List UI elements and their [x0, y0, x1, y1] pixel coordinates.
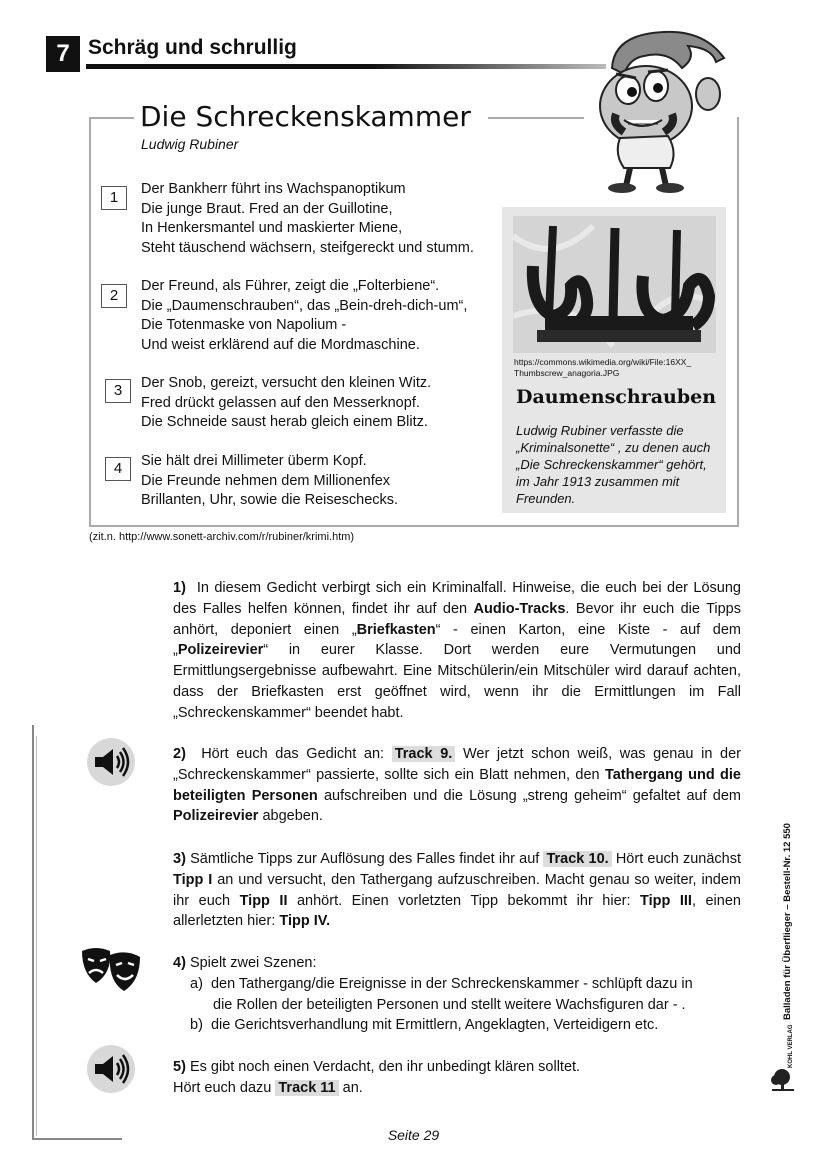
list-item: den Tathergang/die Ereignisse in der Schreckenskammer - schlüpft dazu in [210, 975, 693, 992]
task-number: 1) [173, 580, 186, 596]
stanza-number: 3 [105, 379, 131, 403]
track-highlight: Track 9. [392, 746, 456, 762]
margin-line [32, 725, 34, 1140]
stanza-text: Der Snob, gereizt, versucht den kleinen Witz. Fred drückt gelassen auf den Messerknopf. Die Schneide saust herab gleich einem Blitz. [141, 375, 432, 430]
list-item: die Rollen der beteiligten Personen und stellt weitere Wachsfiguren dar - . [213, 996, 686, 1013]
publication-text: Balladen für Überflieger – Bestell-Nr. 12 550 [782, 823, 793, 1020]
task-text: In diesem Gedicht verbirgt sich ein Kriminalfall. Hinweise, die euch bei der Lösung des Falles helfen können, findet ihr auf den [173, 580, 741, 617]
margin-line [36, 736, 37, 1136]
credit-line: https://commons.wikimedia.org/wiki/File:16XX_ [514, 357, 692, 367]
stanza-number: 2 [101, 284, 127, 308]
list-item: die Gerichtsverhandlung mit Ermittlern, Angeklagten, Verteidigern etc. [210, 1017, 659, 1034]
credit-line: Thumbscrew_anagoria.JPG [514, 368, 620, 378]
frame-line [89, 525, 739, 527]
stanza-number: 4 [105, 457, 131, 481]
task-3 [173, 849, 741, 932]
worried-boy-illustration [584, 28, 734, 194]
task-bold: Tipp IV. [279, 913, 331, 930]
tree-logo-icon [770, 1068, 796, 1092]
task-text: . Bevor ihr euch die Tipps anhört, deponiert einen „ [173, 600, 741, 638]
theatre-masks-icon [80, 945, 142, 993]
task-text: “ in eurer Klasse. Dort werden eure Vermutungen und Ermittlungsergebnisse aufbewahrt. Eine Mitschülerin/ein Mitschüler wird darauf achten, dass der Briefkasten erst geöffnet wird, wenn ihr die Ermittlungen im Fall „Schreckenskammer“ beendet habt. [173, 642, 741, 721]
speaker-icon [87, 738, 135, 786]
task-number: 3) [173, 851, 186, 867]
frame-line [488, 117, 584, 119]
task-bold: Tipp III [640, 892, 692, 909]
task-text: aufschreiben und die Lösung „streng geheim“ gefaltet auf dem [317, 787, 741, 804]
task-text: Hört euch zunächst [611, 851, 742, 867]
task-number: 4) [173, 955, 186, 971]
frame-line [737, 117, 739, 527]
task-2 [173, 744, 741, 827]
task-text: Wer jetzt schon weiß, was genau in der „Schreckenskammer“ passierte, sollte sich ein Blatt nehmen, den [173, 746, 741, 783]
thumbscrew-photo [513, 216, 716, 353]
task-text: an und versucht, den Tathergang aufzuschreiben. Macht genau so weiter, indem ihr euch [173, 871, 741, 909]
task-bold: Tathergang und die beteiligten Personen [173, 766, 741, 804]
poem-author: Ludwig Rubiner [141, 136, 239, 152]
task-bold: Audio-Tracks [473, 600, 566, 617]
chapter-underline [86, 64, 606, 69]
poem-title: Die Schreckenskammer [140, 100, 471, 133]
image-credit [514, 357, 724, 379]
task-text: , einen allerletzten hier: [173, 892, 741, 930]
track-highlight: Track 11 [275, 1080, 338, 1096]
list-marker: a) [190, 975, 203, 992]
speaker-icon [87, 1045, 135, 1093]
list-marker: b) [190, 1017, 203, 1034]
chapter-number: 7 [46, 36, 80, 72]
task-bold: Polizeirevier [173, 808, 259, 825]
task-bold: Tipp II [239, 892, 288, 909]
chapter-title: Schräg und schrullig [88, 36, 297, 59]
publisher-logo [788, 1024, 798, 1069]
page-number: Seite 29 [387, 1127, 440, 1143]
stanza-text: Der Bankherr führt ins Wachspanoptikum Die junge Braut. Fred an der Guillotine, In Henkersmantel und maskierter Miene, Steht täuschend wächsern, steifgereckt und stumm. [141, 181, 474, 256]
frame-line [89, 117, 134, 119]
task-text: Hört euch das Gedicht an: [201, 746, 392, 762]
stanza-text: Der Freund, als Führer, zeigt die „Folterbiene“. Die „Daumenschrauben“, das „Bein-dreh-dich-um“, Die Totenmaske von Napolium - Und weist erklärend auf die Mordmaschine. [141, 278, 468, 353]
task-text: Hört euch dazu [173, 1079, 276, 1096]
task-bold: Polizeirevier [177, 642, 264, 659]
vertical-publication-info [782, 800, 796, 1020]
task-number: 5) [173, 1059, 186, 1075]
task-number: 2) [173, 746, 186, 762]
track-highlight: Track 10. [543, 851, 611, 867]
task-text: an. [338, 1079, 363, 1096]
task-bold: Tipp I [173, 871, 213, 888]
task-text: Es gibt noch einen Verdacht, den ihr unbedingt klären solltet. [189, 1059, 581, 1075]
task-text: “ - einen Karton, eine Kiste - auf dem „ [173, 621, 741, 659]
sidebox-title: Daumenschrauben [516, 386, 717, 408]
task-5 [173, 1057, 741, 1099]
stanza-text: Sie hält drei Millimeter überm Kopf. Die Freunde nehmen dem Millionenfex Brillanten, Uhr, sowie die Reiseschecks. [141, 453, 399, 508]
task-text: abgeben. [258, 808, 323, 825]
task-1 [173, 578, 741, 724]
task-bold: Briefkasten [356, 621, 436, 638]
poem-source: (zit.n. http://www.sonett-archiv.com/r/rubiner/krimi.htm) [89, 531, 355, 543]
task-text: anhört. Einen vorletzten Tipp bekommt ihr hier: [287, 892, 641, 909]
task-text: Spielt zwei Szenen: [189, 955, 317, 971]
task-4 [173, 953, 741, 1036]
task-text: Sämtliche Tipps zur Auflösung des Falles findet ihr auf [190, 851, 544, 867]
publisher-name: KOHL VERLAG [788, 1024, 794, 1068]
sidebox-text: Ludwig Rubiner verfasste die „Kriminalsonette“ , zu denen auch „Die Schreckenskammer“ gehört, im Jahr 1913 zusammen mit Freunden. [516, 423, 711, 506]
frame-line [89, 117, 91, 527]
stanza-number: 1 [101, 186, 127, 210]
